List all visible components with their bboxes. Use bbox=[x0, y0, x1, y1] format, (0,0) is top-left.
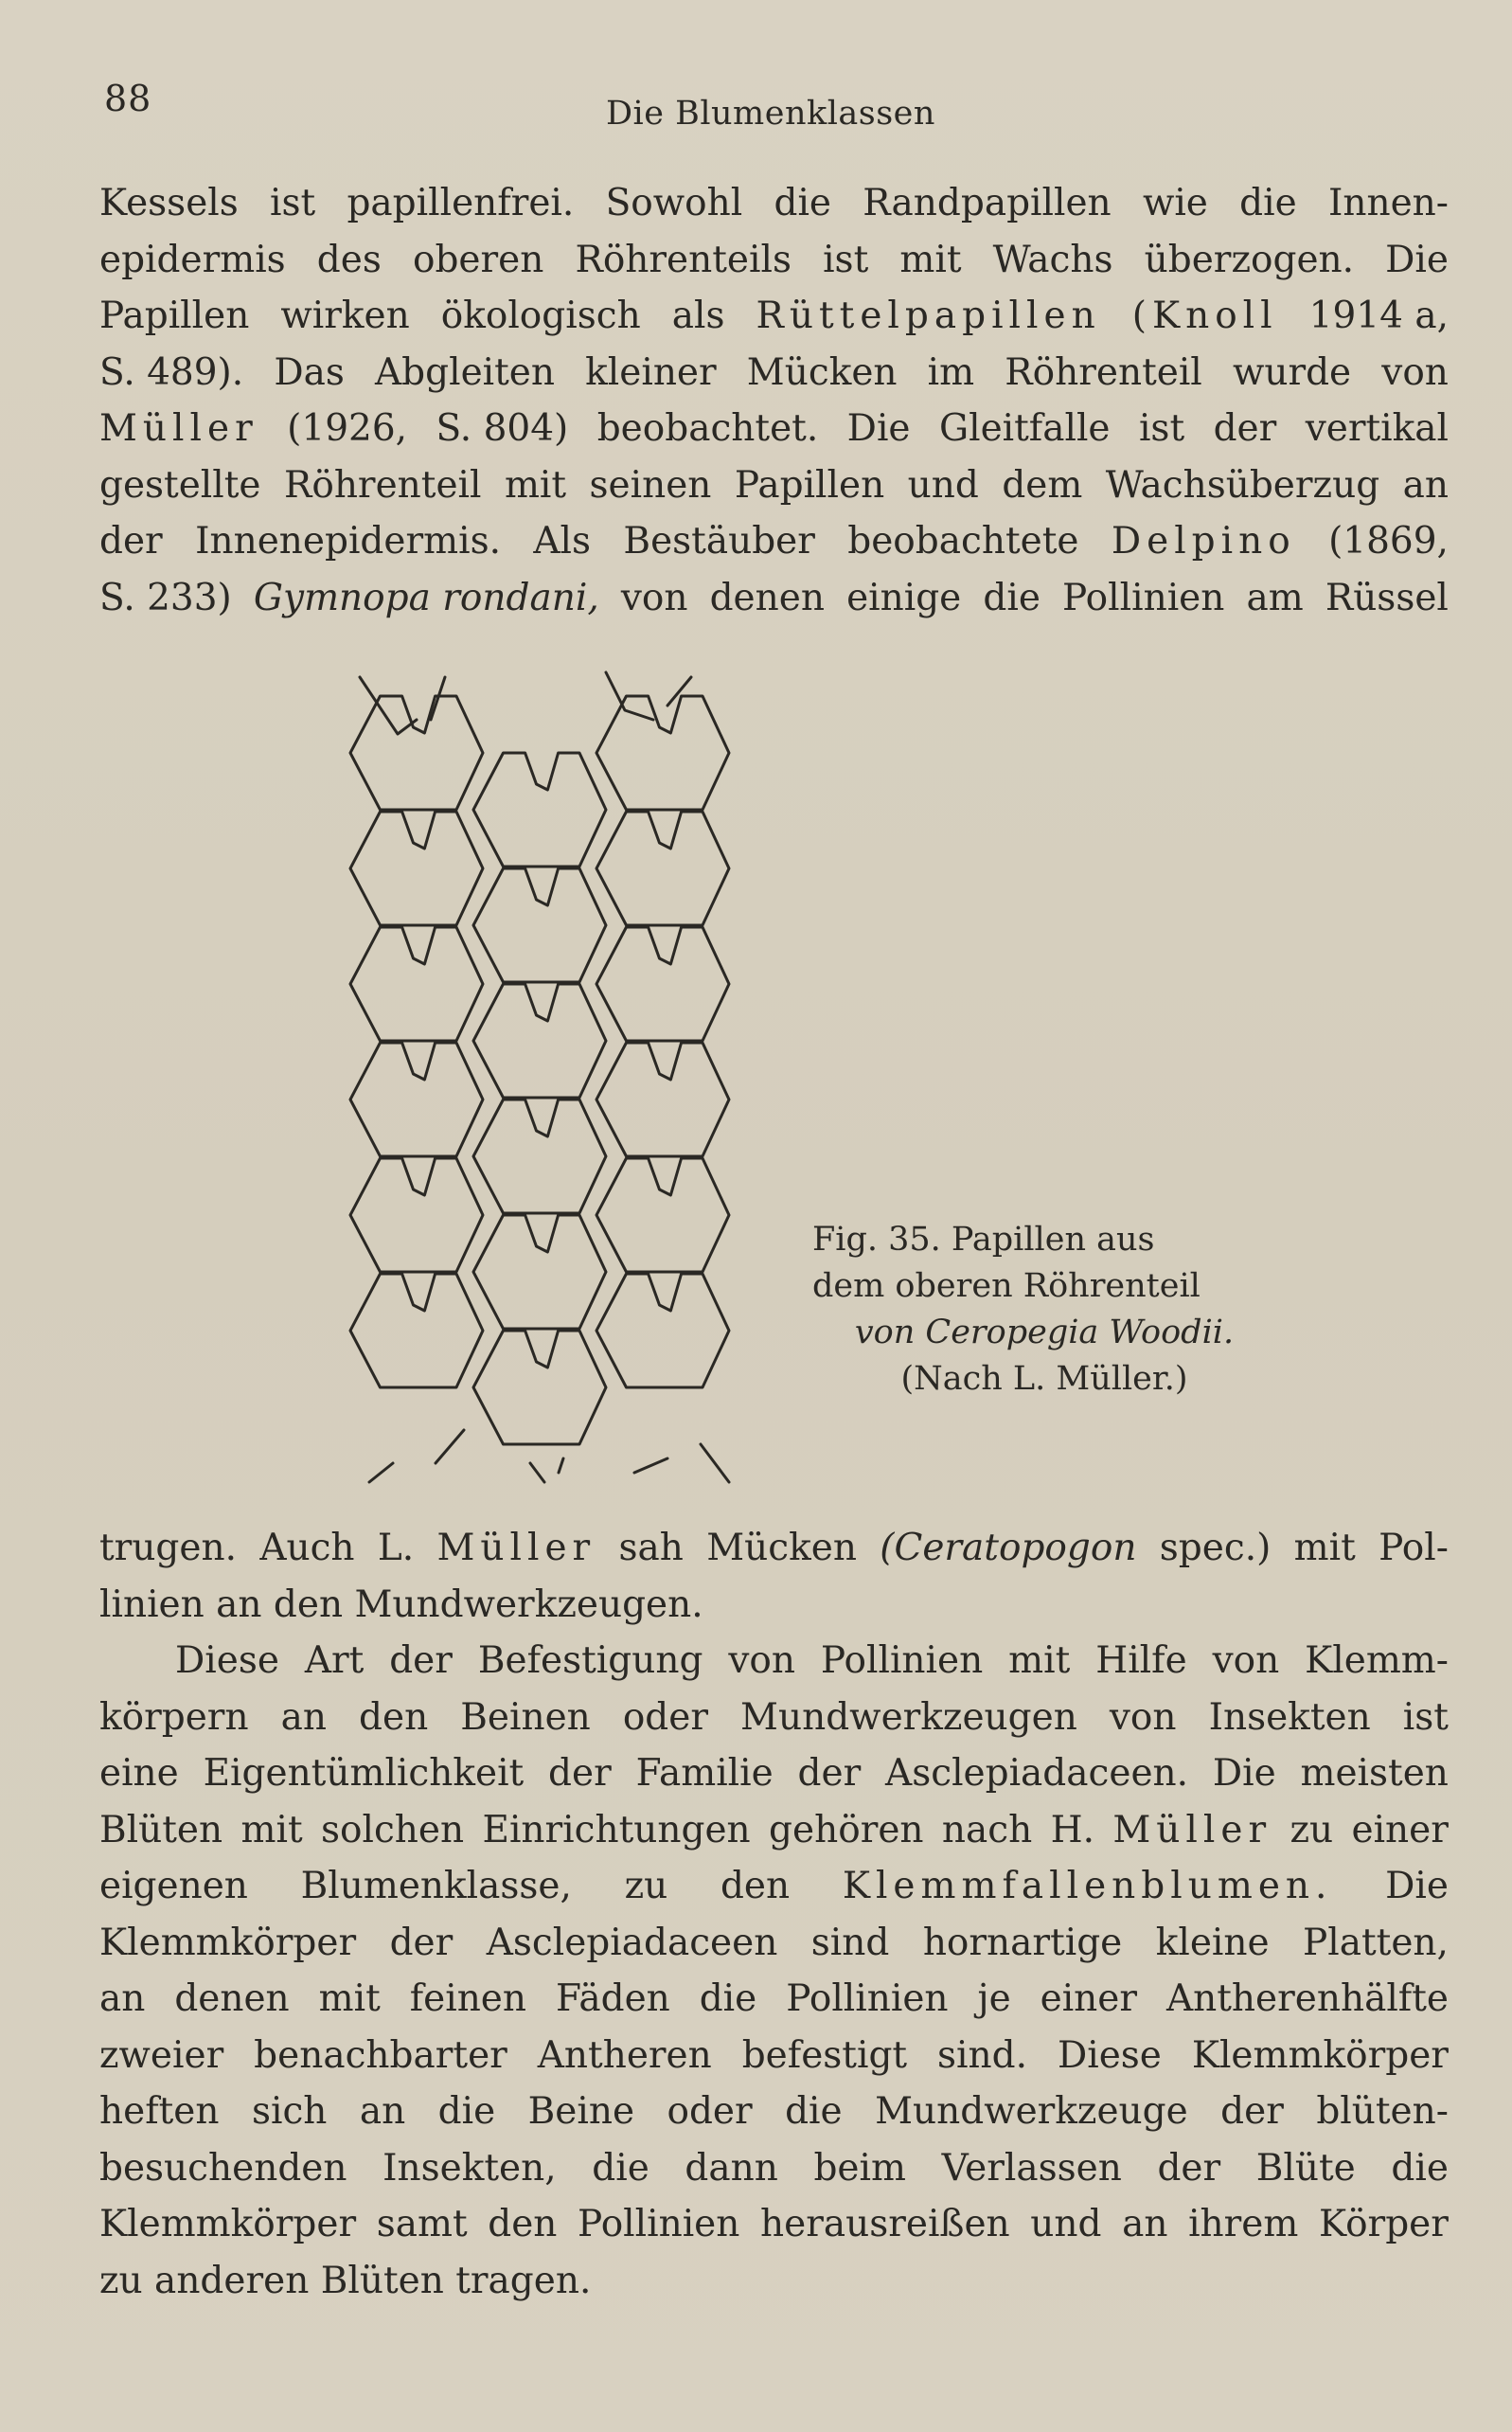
word: kleine bbox=[1155, 1921, 1270, 1964]
word: Rüssel bbox=[1325, 576, 1449, 619]
word: des bbox=[316, 238, 382, 281]
word: denen bbox=[709, 576, 825, 619]
word: an bbox=[1402, 463, 1449, 507]
word: im bbox=[927, 350, 975, 394]
word: herausreißen bbox=[760, 2203, 1010, 2245]
word: 1914 a, bbox=[1308, 295, 1449, 337]
text-line bbox=[99, 1915, 1449, 1972]
text-line bbox=[99, 1858, 1449, 1915]
word: Innen- bbox=[1327, 182, 1449, 224]
word: an bbox=[280, 1695, 327, 1739]
text-line bbox=[99, 175, 1449, 232]
word: Die bbox=[846, 407, 911, 450]
running-head: Die Blumenklassen bbox=[606, 95, 935, 133]
word: die bbox=[983, 576, 1041, 619]
papilla-cell bbox=[350, 1043, 483, 1156]
text-line bbox=[99, 232, 1449, 289]
word: einige bbox=[846, 576, 962, 619]
word: sind. bbox=[937, 2033, 1027, 2077]
word: nach bbox=[941, 1808, 1033, 1851]
author-name: Delpino bbox=[1111, 520, 1296, 563]
word: ist bbox=[823, 238, 869, 281]
word: hornartige bbox=[922, 1921, 1123, 1964]
word: und bbox=[1030, 2203, 1102, 2245]
word: Papillen bbox=[99, 295, 250, 337]
word: den bbox=[359, 1695, 429, 1739]
word: die bbox=[592, 2146, 649, 2190]
word: ist bbox=[1402, 1695, 1449, 1739]
word: der bbox=[797, 1752, 862, 1795]
author-name: (Knoll bbox=[1131, 295, 1278, 337]
word: den bbox=[720, 1865, 791, 1907]
word: Klemmkörper bbox=[99, 2203, 357, 2245]
papilla-stroke bbox=[360, 677, 417, 734]
word: besuchenden bbox=[99, 2146, 347, 2190]
word: die bbox=[774, 182, 832, 224]
word: S. 804) bbox=[436, 407, 569, 450]
word: Asclepiadaceen bbox=[486, 1921, 778, 1964]
word: L. bbox=[377, 1527, 415, 1569]
word: mit bbox=[318, 1977, 381, 2020]
text-line bbox=[99, 2196, 1449, 2253]
word: Antherenhälfte bbox=[1165, 1977, 1449, 2020]
text-line bbox=[99, 570, 1449, 627]
word: Pollinien bbox=[820, 1639, 984, 1682]
word: spec.) bbox=[1159, 1527, 1272, 1569]
word: Körper bbox=[1318, 2203, 1449, 2245]
papilla-stroke bbox=[530, 1463, 544, 1482]
word: ihrem bbox=[1188, 2203, 1299, 2245]
word: mit bbox=[1008, 1639, 1071, 1682]
word: Mundwerkzeugen bbox=[740, 1695, 1077, 1739]
word: die bbox=[699, 1977, 757, 2020]
text-line bbox=[99, 2140, 1449, 2197]
word: zweier bbox=[99, 2033, 224, 2077]
word: samt bbox=[376, 2203, 468, 2245]
word: S. 489). bbox=[99, 350, 244, 394]
word: Pollinien bbox=[786, 1977, 949, 2020]
word: die bbox=[785, 2090, 843, 2133]
text-line bbox=[99, 2028, 1449, 2084]
word: an bbox=[1122, 2203, 1168, 2245]
papilla-stroke bbox=[431, 677, 445, 720]
papilla-cell bbox=[596, 696, 729, 810]
word: Art bbox=[304, 1639, 365, 1682]
top-paragraph bbox=[99, 175, 1449, 626]
word: sind bbox=[810, 1921, 890, 1964]
word: linien an den Mundwerkzeugen. bbox=[99, 1583, 703, 1626]
word: Die bbox=[1212, 1752, 1276, 1795]
word: Klemmkörper bbox=[99, 1921, 357, 1964]
word: Platten, bbox=[1303, 1921, 1449, 1964]
word: mit bbox=[240, 1808, 303, 1851]
word: Diese bbox=[175, 1639, 279, 1682]
species-name: Gymnopa rondani, bbox=[253, 576, 599, 619]
bottom-text bbox=[99, 1520, 1449, 2309]
word: Blumenklasse, bbox=[300, 1865, 572, 1907]
word: der bbox=[389, 1921, 454, 1964]
author-name: Müller bbox=[99, 407, 258, 450]
word: papillenfrei. bbox=[347, 182, 575, 224]
word: Innenepidermis. bbox=[195, 520, 501, 563]
papilla-stroke bbox=[634, 1458, 667, 1473]
word: Antheren bbox=[537, 2033, 712, 2077]
word: je bbox=[977, 1977, 1011, 2020]
caption-text: (Nach L. Müller.) bbox=[900, 1360, 1188, 1398]
word: von bbox=[728, 1639, 795, 1682]
word: H. bbox=[1050, 1808, 1095, 1851]
word: Gleitfalle bbox=[938, 407, 1111, 450]
word: Insekten, bbox=[382, 2146, 557, 2190]
papilla-cell bbox=[350, 696, 483, 810]
word: dann bbox=[685, 2146, 778, 2190]
papilla-cell bbox=[473, 753, 606, 867]
text-line bbox=[99, 513, 1449, 570]
word: Pollinien bbox=[578, 2203, 740, 2245]
word: zu anderen Blüten tragen. bbox=[99, 2259, 592, 2302]
word: von bbox=[1109, 1695, 1177, 1739]
word: vertikal bbox=[1305, 407, 1449, 450]
word: Die bbox=[1385, 1865, 1449, 1907]
word: Wachs bbox=[992, 238, 1113, 281]
word: benachbarter bbox=[254, 2033, 507, 2077]
word: oberen bbox=[412, 238, 544, 281]
word: feinen bbox=[409, 1977, 527, 2020]
word: Einrichtungen bbox=[482, 1808, 751, 1851]
caption-line bbox=[812, 1263, 1276, 1310]
word: wurde bbox=[1232, 350, 1352, 394]
word: Insekten bbox=[1208, 1695, 1371, 1739]
papilla-stroke bbox=[701, 1444, 729, 1482]
caption-line bbox=[812, 1217, 1276, 1263]
text-line bbox=[99, 2083, 1449, 2140]
word: Eigentümlichkeit bbox=[203, 1752, 525, 1795]
word: die bbox=[1239, 182, 1297, 224]
word: ökologisch bbox=[440, 295, 641, 337]
word: einer bbox=[1040, 1977, 1138, 2020]
word: sah bbox=[618, 1527, 684, 1569]
word: der bbox=[389, 1639, 453, 1682]
word: Mundwerkzeuge bbox=[875, 2090, 1188, 2133]
page-number: 88 bbox=[104, 78, 152, 119]
word: Mücken bbox=[706, 1527, 857, 1569]
spaced-term: Klemmfallenblumen. bbox=[842, 1865, 1333, 1907]
word: Klemmkörper bbox=[1191, 2033, 1449, 2077]
text-line bbox=[99, 1745, 1449, 1802]
word: trugen. bbox=[99, 1527, 237, 1569]
word: mit bbox=[504, 463, 567, 507]
word: überzogen. bbox=[1144, 238, 1355, 281]
caption-line bbox=[812, 1356, 1276, 1403]
word: beim bbox=[813, 2146, 906, 2190]
text-line bbox=[99, 1520, 1449, 1577]
text-line bbox=[99, 1633, 1449, 1690]
text-line bbox=[99, 401, 1449, 457]
word: Bestäuber bbox=[623, 520, 815, 563]
text-line bbox=[99, 1577, 1449, 1634]
word: solchen bbox=[320, 1808, 465, 1851]
word: Randpapillen bbox=[863, 182, 1112, 224]
word: Die bbox=[1385, 238, 1449, 281]
word: Beine bbox=[527, 2090, 635, 2133]
papilla-cell bbox=[596, 927, 729, 1041]
text-line bbox=[99, 457, 1449, 514]
word: gestellte bbox=[99, 463, 261, 507]
word: ist bbox=[1138, 407, 1185, 450]
word: Fäden bbox=[555, 1977, 670, 2020]
text-line bbox=[99, 1690, 1449, 1746]
papilla-cell bbox=[473, 868, 606, 982]
word: wie bbox=[1142, 182, 1208, 224]
word: oder bbox=[622, 1695, 708, 1739]
spaced-term: Rüttelpapillen bbox=[756, 295, 1101, 337]
papilla-cell bbox=[473, 1331, 606, 1444]
word: Röhrenteil bbox=[283, 463, 482, 507]
word: beobachtete bbox=[847, 520, 1079, 563]
word: eigenen bbox=[99, 1865, 248, 1907]
word: an bbox=[359, 2090, 406, 2133]
word: mit bbox=[899, 238, 962, 281]
text-line bbox=[99, 1971, 1449, 2028]
caption-text: von Ceropegia Woodii. bbox=[854, 1314, 1235, 1351]
word: Auch bbox=[259, 1527, 355, 1569]
word: Hilfe bbox=[1095, 1639, 1187, 1682]
word: einer bbox=[1351, 1808, 1449, 1851]
word: Röhrenteil bbox=[1005, 350, 1202, 394]
word: Röhrenteils bbox=[575, 238, 792, 281]
word: heften bbox=[99, 2090, 220, 2133]
author-name: Müller bbox=[1112, 1808, 1272, 1851]
papilla-cell bbox=[473, 984, 606, 1098]
word: von bbox=[620, 576, 688, 619]
word: Kessels bbox=[99, 182, 239, 224]
word: epidermis bbox=[99, 238, 286, 281]
word: Das bbox=[274, 350, 345, 394]
author-name: Müller bbox=[436, 1527, 596, 1569]
word: eine bbox=[99, 1752, 179, 1795]
text-line bbox=[99, 2253, 1449, 2310]
papilla-cell bbox=[350, 812, 483, 925]
word: der bbox=[99, 520, 163, 563]
word: die bbox=[437, 2090, 496, 2133]
word: meisten bbox=[1300, 1752, 1449, 1795]
word: Sowohl bbox=[605, 182, 743, 224]
caption-text: dem oberen Röhrenteil bbox=[812, 1267, 1201, 1305]
genus-name: (Ceratopogon bbox=[880, 1527, 1137, 1569]
word: Befestigung bbox=[477, 1639, 703, 1682]
word: körpern bbox=[99, 1695, 249, 1739]
word: gehören bbox=[769, 1808, 924, 1851]
word: zu bbox=[624, 1865, 668, 1907]
word: Abgleiten bbox=[375, 350, 556, 394]
word: Blüten bbox=[99, 1808, 223, 1851]
word: von bbox=[1381, 350, 1449, 394]
papilla-stroke bbox=[436, 1430, 464, 1463]
caption-line bbox=[812, 1310, 1276, 1356]
papilla-cell bbox=[350, 927, 483, 1041]
word: wirken bbox=[280, 295, 410, 337]
word: der bbox=[1157, 2146, 1221, 2190]
word: befestigt bbox=[741, 2033, 908, 2077]
papilla-cell bbox=[596, 812, 729, 925]
word: blüten- bbox=[1316, 2090, 1449, 2133]
word: Familie bbox=[635, 1752, 774, 1795]
papilla-stroke bbox=[559, 1458, 563, 1473]
word: oder bbox=[667, 2090, 753, 2133]
word: ist bbox=[270, 182, 316, 224]
word: der bbox=[548, 1752, 612, 1795]
word: Pol- bbox=[1379, 1527, 1449, 1569]
word: dem bbox=[1002, 463, 1083, 507]
papilla-cell bbox=[350, 1158, 483, 1272]
word: der bbox=[1220, 2090, 1284, 2133]
word: Pollinien bbox=[1062, 576, 1225, 619]
word: Blüte bbox=[1255, 2146, 1356, 2190]
word: Als bbox=[533, 520, 592, 563]
word: Diese bbox=[1057, 2033, 1162, 2077]
word: und bbox=[907, 463, 979, 507]
word: der bbox=[1213, 407, 1277, 450]
word: Wachsüberzug bbox=[1105, 463, 1380, 507]
word: zu bbox=[1290, 1808, 1334, 1851]
word: S. 233) bbox=[99, 576, 232, 619]
word: denen bbox=[174, 1977, 290, 2020]
papilla-cell bbox=[596, 1274, 729, 1387]
word: den bbox=[488, 2203, 558, 2245]
text-line bbox=[99, 345, 1449, 402]
word: Beinen bbox=[460, 1695, 591, 1739]
word: (1869, bbox=[1328, 520, 1449, 563]
papilla-cell bbox=[473, 1100, 606, 1213]
papilla-cell bbox=[473, 1215, 606, 1329]
word: von bbox=[1212, 1639, 1280, 1682]
text-line bbox=[99, 1802, 1449, 1859]
papilla-cell bbox=[596, 1158, 729, 1272]
word: beobachtet. bbox=[596, 407, 819, 450]
figure-caption bbox=[812, 1217, 1276, 1403]
text-line bbox=[99, 288, 1449, 345]
caption-text: Fig. 35. Papillen aus bbox=[812, 1221, 1155, 1259]
papilla-cell bbox=[596, 1043, 729, 1156]
word: Mücken bbox=[746, 350, 898, 394]
papilla-stroke bbox=[369, 1463, 393, 1482]
papillae-figure bbox=[341, 668, 795, 1501]
word: Asclepiadaceen. bbox=[885, 1752, 1189, 1795]
word: (1926, bbox=[287, 407, 408, 450]
word: sich bbox=[251, 2090, 328, 2133]
word: als bbox=[671, 295, 725, 337]
papilla-cell bbox=[350, 1274, 483, 1387]
word: die bbox=[1391, 2146, 1449, 2190]
word: an bbox=[99, 1977, 146, 2020]
word: Papillen bbox=[734, 463, 885, 507]
word: Verlassen bbox=[941, 2146, 1122, 2190]
word: kleiner bbox=[585, 350, 717, 394]
word: seinen bbox=[589, 463, 712, 507]
word: Klemm- bbox=[1305, 1639, 1449, 1682]
word: am bbox=[1246, 576, 1304, 619]
word: mit bbox=[1293, 1527, 1356, 1569]
